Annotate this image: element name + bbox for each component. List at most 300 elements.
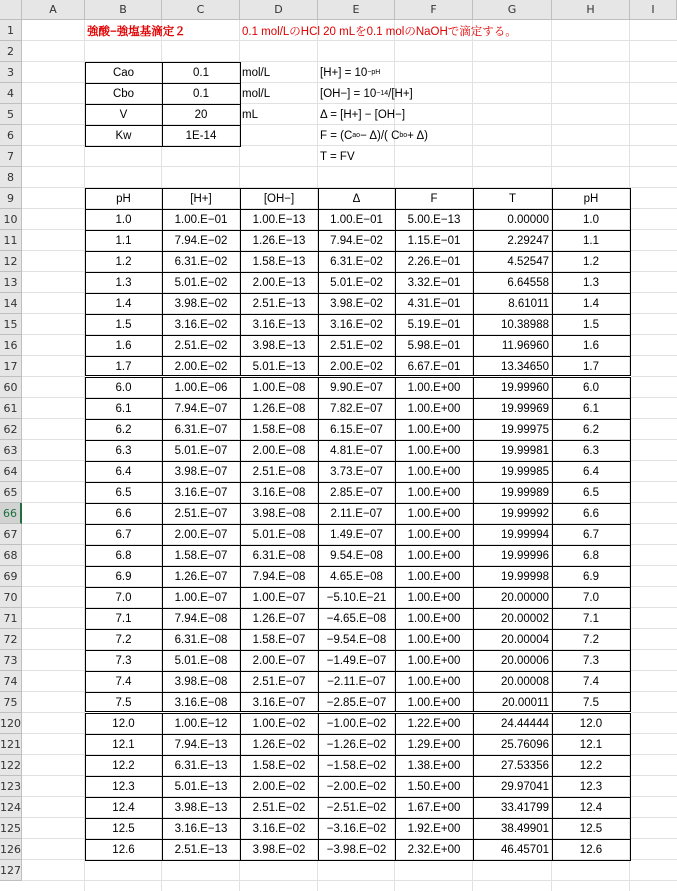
column-header-d[interactable]: D <box>240 0 318 20</box>
row-header[interactable]: 70 <box>0 587 22 608</box>
table-cell[interactable]: 2.29247 <box>507 234 549 247</box>
table-cell[interactable]: 7.94.E−07 <box>174 402 228 415</box>
column-header-e[interactable]: E <box>318 0 395 20</box>
table-cell[interactable]: 2.00.E−08 <box>252 444 306 457</box>
table-cell[interactable]: 12.2 <box>579 759 603 772</box>
row-header[interactable]: 73 <box>0 650 22 671</box>
table-cell[interactable]: 3.16.E−13 <box>252 318 306 331</box>
table-cell[interactable]: 27.53356 <box>501 759 549 772</box>
table-cell[interactable]: 2.51.E−07 <box>252 675 306 688</box>
table-cell[interactable]: 5.00.E−13 <box>407 213 461 226</box>
param-value[interactable]: 0.1 <box>193 66 209 79</box>
table-cell[interactable]: 24.44444 <box>501 717 549 730</box>
row-header[interactable]: 71 <box>0 608 22 629</box>
row-header[interactable]: 16 <box>0 335 22 356</box>
table-cell[interactable]: 25.76096 <box>501 738 549 751</box>
row-header[interactable]: 62 <box>0 419 22 440</box>
table-cell[interactable]: 5.98.E−01 <box>407 339 461 352</box>
table-cell[interactable]: 5.01.E−07 <box>174 444 228 457</box>
table-cell[interactable]: 20.00008 <box>501 675 549 688</box>
table-cell[interactable]: 11.96960 <box>501 339 549 352</box>
table-cell[interactable]: 7.4 <box>115 675 132 688</box>
table-cell[interactable]: 19.99985 <box>501 465 549 478</box>
table-cell[interactable]: 7.5 <box>583 696 599 709</box>
table-cell[interactable]: 4.31.E−01 <box>407 297 461 310</box>
param-name[interactable]: Cao <box>112 66 135 79</box>
hidden-rows-separator <box>85 375 631 378</box>
table-cell[interactable]: 12.1 <box>579 738 603 751</box>
table-cell[interactable]: 6.6 <box>115 507 132 520</box>
row-header[interactable]: 10 <box>0 209 22 230</box>
table-cell[interactable]: 7.94.E−13 <box>174 738 228 751</box>
table-cell[interactable]: 2.51.E−02 <box>330 339 383 352</box>
table-cell[interactable]: 6.2 <box>583 423 599 436</box>
table-cell[interactable]: −2.51.E−02 <box>326 801 387 814</box>
table-cell[interactable]: 7.82.E−07 <box>330 402 383 415</box>
table-cell[interactable]: 6.0 <box>583 381 599 394</box>
table-cell[interactable]: 46.45701 <box>501 843 549 856</box>
table-cell[interactable]: 6.15.E−07 <box>330 423 383 436</box>
table-cell[interactable]: 6.31.E−08 <box>174 633 228 646</box>
hidden-rows-separator <box>85 711 631 714</box>
table-cell[interactable]: 6.3 <box>583 444 599 457</box>
table-cell[interactable]: 1.38.E+00 <box>407 759 461 772</box>
table-cell[interactable]: 3.98.E−13 <box>252 339 306 352</box>
table-cell[interactable]: 7.94.E−08 <box>174 612 228 625</box>
formula-delta[interactable] <box>318 104 538 125</box>
table-cell[interactable]: 1.00.E+00 <box>407 633 461 646</box>
table-cell[interactable]: 20.00006 <box>501 654 549 667</box>
table-cell[interactable]: 1.00.E+00 <box>407 486 461 499</box>
table-cell[interactable]: 6.0 <box>115 381 132 394</box>
formula-h[interactable] <box>318 62 538 83</box>
table-cell[interactable]: −9.54.E−08 <box>326 633 387 646</box>
table-cell[interactable]: 1.1 <box>115 234 132 247</box>
table-cell[interactable]: 1.29.E+00 <box>407 738 461 751</box>
table-cell[interactable]: 7.3 <box>583 654 599 667</box>
table-cell[interactable]: 3.98.E−02 <box>330 297 383 310</box>
formula-part: /[H+] <box>388 87 413 100</box>
table-cell[interactable]: 1.00.E−01 <box>174 213 228 226</box>
table-cell[interactable]: 1.5 <box>583 318 599 331</box>
table-cell[interactable]: 1.00.E−02 <box>252 717 306 730</box>
table-cell[interactable]: −3.16.E−02 <box>326 822 387 835</box>
table-cell[interactable]: −2.85.E−07 <box>326 696 387 709</box>
table-cell[interactable]: 2.00.E−13 <box>252 276 306 289</box>
table-cell[interactable]: 1.00.E+00 <box>407 591 461 604</box>
table-cell[interactable]: 1.58.E−07 <box>174 549 228 562</box>
column-header-g[interactable]: G <box>473 0 552 20</box>
table-cell[interactable]: −1.49.E−07 <box>326 654 387 667</box>
table-cell[interactable]: 6.9 <box>583 570 599 583</box>
table-cell[interactable]: 20.00011 <box>501 696 549 709</box>
table-cell[interactable]: 1.0 <box>115 213 132 226</box>
table-cell[interactable]: −2.00.E−02 <box>326 780 387 793</box>
row-header[interactable]: 12 <box>0 251 22 272</box>
formula-oh[interactable] <box>318 83 538 104</box>
table-cell[interactable]: 2.26.E−01 <box>407 255 461 268</box>
table-cell[interactable]: 2.51.E−13 <box>252 297 306 310</box>
table-cell[interactable]: 6.67.E−01 <box>407 360 461 373</box>
table-cell[interactable]: 12.0 <box>112 717 135 730</box>
table-cell[interactable]: 6.31.E−08 <box>252 549 306 562</box>
table-cell[interactable]: 6.4 <box>583 465 599 478</box>
row-header[interactable]: 4 <box>0 83 22 104</box>
row-header[interactable]: 9 <box>0 188 22 209</box>
table-cell[interactable]: 6.31.E−02 <box>174 255 228 268</box>
table-cell[interactable]: 1.00.E+00 <box>407 423 461 436</box>
table-cell[interactable]: 2.11.E−07 <box>330 507 383 520</box>
table-header[interactable]: [OH−] <box>263 192 295 205</box>
table-cell[interactable]: 4.81.E−07 <box>330 444 383 457</box>
table-cell[interactable]: 6.9 <box>115 570 132 583</box>
table-cell[interactable]: 19.99998 <box>501 570 549 583</box>
row-header[interactable]: 13 <box>0 272 22 293</box>
table-cell[interactable]: 1.00.E+00 <box>407 675 461 688</box>
table-cell[interactable]: 1.00.E−07 <box>174 591 228 604</box>
table-cell[interactable]: 9.90.E−07 <box>330 381 383 394</box>
table-cell[interactable]: 8.61011 <box>508 297 549 310</box>
table-cell[interactable]: 3.16.E−07 <box>174 486 228 499</box>
table-cell[interactable]: 1.1 <box>583 234 599 247</box>
row-header[interactable]: 74 <box>0 671 22 692</box>
table-cell[interactable]: −1.26.E−02 <box>326 738 387 751</box>
table-cell[interactable]: 1.6 <box>115 339 132 352</box>
table-cell[interactable]: 1.15.E−01 <box>407 234 461 247</box>
table-cell[interactable]: 1.58.E−07 <box>252 633 306 646</box>
table-cell[interactable]: 5.01.E−13 <box>252 360 306 373</box>
table-cell[interactable]: 12.5 <box>579 822 603 835</box>
table-cell[interactable]: 1.00.E−13 <box>252 213 306 226</box>
table-cell[interactable]: 2.51.E−02 <box>252 801 306 814</box>
table-cell[interactable]: 3.98.E−08 <box>252 507 306 520</box>
param-value[interactable]: 1E-14 <box>185 129 217 142</box>
row-header[interactable]: 127 <box>0 860 22 881</box>
table-cell[interactable]: 12.2 <box>112 759 135 772</box>
row-header[interactable]: 75 <box>0 692 22 713</box>
table-cell[interactable]: −1.58.E−02 <box>326 759 387 772</box>
row-header[interactable]: 65 <box>0 482 22 503</box>
table-cell[interactable]: 12.3 <box>112 780 135 793</box>
column-header-c[interactable]: C <box>162 0 240 20</box>
table-cell[interactable]: 1.26.E−13 <box>252 234 306 247</box>
table-cell[interactable]: 6.5 <box>583 486 599 499</box>
row-header[interactable]: 2 <box>0 41 22 62</box>
column-header-f[interactable]: F <box>395 0 473 20</box>
table-cell[interactable]: 3.73.E−07 <box>330 465 383 478</box>
table-cell[interactable]: 6.31.E−02 <box>330 255 383 268</box>
table-cell[interactable]: 1.58.E−08 <box>252 423 306 436</box>
row-header[interactable]: 15 <box>0 314 22 335</box>
table-cell[interactable]: 2.51.E−07 <box>174 507 228 520</box>
table-cell[interactable]: 9.54.E−08 <box>330 549 383 562</box>
table-cell[interactable]: 3.16.E−02 <box>252 822 306 835</box>
row-header[interactable]: 11 <box>0 230 22 251</box>
row-header[interactable]: 72 <box>0 629 22 650</box>
table-cell[interactable]: 7.0 <box>583 591 599 604</box>
row-header[interactable]: 126 <box>0 839 22 860</box>
table-cell[interactable]: 3.98.E−07 <box>174 465 228 478</box>
table-cell[interactable]: 20.00000 <box>501 591 549 604</box>
table-cell[interactable]: 2.00.E−02 <box>252 780 306 793</box>
param-unit[interactable]: mol/L <box>242 66 271 79</box>
table-cell[interactable]: 3.16.E−02 <box>174 318 228 331</box>
param-unit[interactable]: mol/L <box>242 87 271 100</box>
table-cell[interactable]: 33.41799 <box>501 801 549 814</box>
param-value[interactable]: 0.1 <box>193 87 209 100</box>
row-header[interactable]: 67 <box>0 524 22 545</box>
table-cell[interactable]: 1.00.E+00 <box>407 654 461 667</box>
table-cell[interactable]: 29.97041 <box>501 780 549 793</box>
param-name[interactable]: V <box>119 108 128 121</box>
table-cell[interactable]: 6.64558 <box>507 276 549 289</box>
row-header[interactable]: 68 <box>0 545 22 566</box>
table-header[interactable]: F <box>430 192 438 205</box>
table-cell[interactable]: 6.8 <box>115 549 132 562</box>
table-cell[interactable]: 1.0 <box>583 213 599 226</box>
table-cell[interactable]: 1.00.E+00 <box>407 507 461 520</box>
table-cell[interactable]: 6.31.E−07 <box>174 423 228 436</box>
row-header[interactable]: 121 <box>0 734 22 755</box>
row-header[interactable]: 66 <box>0 503 22 524</box>
row-header[interactable]: 17 <box>0 356 22 377</box>
table-cell[interactable]: 6.7 <box>583 528 599 541</box>
table-header[interactable]: T <box>508 192 517 205</box>
column-header-b[interactable]: B <box>85 0 162 20</box>
table-cell[interactable]: 5.01.E−02 <box>330 276 383 289</box>
table-cell[interactable]: 7.1 <box>583 612 599 625</box>
table-cell[interactable]: 1.26.E−08 <box>252 402 306 415</box>
table-cell[interactable]: 7.2 <box>583 633 599 646</box>
table-cell[interactable]: 2.51.E−02 <box>174 339 228 352</box>
table-cell[interactable]: 3.32.E−01 <box>407 276 461 289</box>
table-cell[interactable]: 1.58.E−13 <box>252 255 306 268</box>
row-header[interactable]: 6 <box>0 125 22 146</box>
table-cell[interactable]: 1.49.E−07 <box>330 528 383 541</box>
row-header[interactable]: 63 <box>0 440 22 461</box>
row-header[interactable]: 123 <box>0 776 22 797</box>
param-name[interactable]: Kw <box>115 129 132 142</box>
table-cell[interactable]: 6.2 <box>115 423 132 436</box>
table-cell[interactable]: 1.00.E+00 <box>407 549 461 562</box>
table-cell[interactable]: 3.16.E−13 <box>174 822 228 835</box>
table-cell[interactable]: 12.4 <box>579 801 603 814</box>
table-cell[interactable]: 12.1 <box>112 738 135 751</box>
table-cell[interactable]: 6.3 <box>115 444 132 457</box>
row-header[interactable]: 1 <box>0 20 22 41</box>
table-cell[interactable]: 4.52547 <box>507 255 549 268</box>
param-value[interactable]: 20 <box>194 108 208 121</box>
table-cell[interactable]: −5.10.E−21 <box>326 591 387 604</box>
table-cell[interactable]: 1.00.E−08 <box>252 381 306 394</box>
table-cell[interactable]: 7.94.E−08 <box>252 570 306 583</box>
table-cell[interactable]: 12.6 <box>112 843 135 856</box>
table-cell[interactable]: 12.3 <box>579 780 603 793</box>
table-cell[interactable]: 1.00.E+00 <box>407 528 461 541</box>
table-cell[interactable]: 1.4 <box>583 297 599 310</box>
row-header[interactable]: 7 <box>0 146 22 167</box>
table-cell[interactable]: 1.26.E−02 <box>252 738 306 751</box>
table-cell[interactable]: 1.3 <box>115 276 132 289</box>
table-cell[interactable]: 1.6 <box>583 339 599 352</box>
table-cell[interactable]: 1.26.E−07 <box>252 612 306 625</box>
table-cell[interactable]: 1.67.E+00 <box>407 801 461 814</box>
table-cell[interactable]: 19.99969 <box>501 402 549 415</box>
table-cell[interactable]: 1.26.E−07 <box>174 570 228 583</box>
row-header[interactable]: 61 <box>0 398 22 419</box>
table-cell[interactable]: 2.51.E−13 <box>174 843 228 856</box>
table-cell[interactable]: 19.99992 <box>501 507 549 520</box>
table-cell[interactable]: 13.34650 <box>501 360 549 373</box>
table-cell[interactable]: 1.2 <box>583 255 599 268</box>
table-cell[interactable]: −3.98.E−02 <box>326 843 387 856</box>
table-cell[interactable]: 1.00.E+00 <box>407 402 461 415</box>
table-cell[interactable]: 2.00.E−07 <box>174 528 228 541</box>
table-cell[interactable]: 3.98.E−02 <box>252 843 306 856</box>
table-cell[interactable]: 38.49901 <box>501 822 549 835</box>
table-cell[interactable]: 1.00.E+00 <box>407 465 461 478</box>
table-cell[interactable]: 7.94.E−02 <box>174 234 228 247</box>
table-cell[interactable]: 7.0 <box>115 591 132 604</box>
table-header[interactable]: pH <box>583 192 599 205</box>
table-cell[interactable]: 1.2 <box>115 255 132 268</box>
column-header-h[interactable]: H <box>552 0 630 20</box>
table-cell[interactable]: 19.99975 <box>501 423 549 436</box>
table-cell[interactable]: 3.16.E−02 <box>330 318 383 331</box>
table-cell[interactable]: 6.8 <box>583 549 599 562</box>
table-header[interactable]: [H+] <box>190 192 212 205</box>
table-cell[interactable]: −1.00.E−02 <box>326 717 387 730</box>
table-cell[interactable]: 20.00002 <box>501 612 549 625</box>
formula-part: bo <box>399 132 408 139</box>
sheet-title[interactable]: 強酸−強塩基滴定２ <box>87 25 186 38</box>
table-cell[interactable]: 7.4 <box>583 675 599 688</box>
formula-part: [H+] = 10 <box>320 66 368 79</box>
gridline <box>22 880 677 881</box>
table-cell[interactable]: −4.65.E−08 <box>326 612 387 625</box>
row-header[interactable]: 69 <box>0 566 22 587</box>
table-cell[interactable]: 19.99996 <box>501 549 549 562</box>
formula-part: T = FV <box>320 150 355 163</box>
table-cell[interactable]: 7.2 <box>115 633 132 646</box>
column-header-i[interactable]: I <box>630 0 677 20</box>
table-cell[interactable]: 2.32.E+00 <box>407 843 461 856</box>
table-cell[interactable]: 19.99994 <box>501 528 549 541</box>
table-cell[interactable]: 5.01.E−13 <box>174 780 228 793</box>
table-cell[interactable]: 1.3 <box>583 276 599 289</box>
table-cell[interactable]: 3.98.E−13 <box>174 801 228 814</box>
table-cell[interactable]: 3.16.E−08 <box>174 696 228 709</box>
table-cell[interactable]: 3.98.E−02 <box>174 297 228 310</box>
table-cell[interactable]: 19.99989 <box>501 486 549 499</box>
problem-description[interactable]: 0.1 mol/LのHCl 20 mLを0.1 molのNaOHで滴定する。 <box>242 25 517 38</box>
table-cell[interactable]: 6.7 <box>115 528 132 541</box>
table-cell[interactable]: 2.00.E−02 <box>174 360 228 373</box>
table-cell[interactable]: 7.3 <box>115 654 132 667</box>
row-header[interactable]: 122 <box>0 755 22 776</box>
table-cell[interactable]: −2.11.E−07 <box>327 675 386 688</box>
table-cell[interactable]: 1.50.E+00 <box>407 780 461 793</box>
table-cell[interactable]: 5.01.E−02 <box>174 276 228 289</box>
param-unit[interactable]: mL <box>242 108 258 121</box>
row-header[interactable]: 14 <box>0 293 22 314</box>
table-cell[interactable]: 2.00.E−02 <box>330 360 383 373</box>
table-cell[interactable]: 1.7 <box>583 360 599 373</box>
table-cell[interactable]: 1.00.E+00 <box>407 444 461 457</box>
table-cell[interactable]: 1.00.E−07 <box>252 591 306 604</box>
row-header[interactable]: 64 <box>0 461 22 482</box>
table-cell[interactable]: 6.1 <box>115 402 132 415</box>
table-cell[interactable]: 1.00.E+00 <box>407 381 461 394</box>
table-cell[interactable]: 19.99960 <box>501 381 549 394</box>
row-header[interactable]: 5 <box>0 104 22 125</box>
table-cell[interactable]: 3.16.E−08 <box>252 486 306 499</box>
table-cell[interactable]: 5.19.E−01 <box>407 318 461 331</box>
table-cell[interactable]: 6.4 <box>115 465 132 478</box>
table-cell[interactable]: 6.5 <box>115 486 132 499</box>
table-cell[interactable]: 1.00.E+00 <box>407 696 461 709</box>
table-cell[interactable]: 1.00.E−12 <box>174 717 228 730</box>
table-cell[interactable]: 1.4 <box>115 297 132 310</box>
table-cell[interactable]: 12.4 <box>112 801 135 814</box>
table-cell[interactable]: 0.00000 <box>507 213 549 226</box>
table-header[interactable]: pH <box>116 192 131 205</box>
table-cell[interactable]: 7.5 <box>115 696 132 709</box>
table-cell[interactable]: 1.22.E+00 <box>407 717 461 730</box>
table-cell[interactable]: 19.99981 <box>501 444 549 457</box>
table-cell[interactable]: 2.00.E−07 <box>252 654 306 667</box>
table-cell[interactable]: 1.00.E+00 <box>407 612 461 625</box>
select-all-corner[interactable] <box>0 0 22 20</box>
table-cell[interactable]: 7.94.E−02 <box>330 234 383 247</box>
table-cell[interactable]: 1.00.E−06 <box>174 381 228 394</box>
table-cell[interactable]: 6.31.E−13 <box>174 759 228 772</box>
table-cell[interactable]: 12.6 <box>579 843 603 856</box>
row-header[interactable]: 124 <box>0 797 22 818</box>
table-cell[interactable]: 1.00.E+00 <box>407 570 461 583</box>
table-cell[interactable]: 7.1 <box>115 612 132 625</box>
table-cell[interactable]: 2.85.E−07 <box>330 486 383 499</box>
table-cell[interactable]: 10.38988 <box>501 318 549 331</box>
table-cell[interactable]: 3.98.E−08 <box>174 675 228 688</box>
formula-f[interactable] <box>318 125 538 146</box>
table-cell[interactable]: 4.65.E−08 <box>330 570 383 583</box>
row-header[interactable]: 125 <box>0 818 22 839</box>
formula-t[interactable] <box>318 146 538 167</box>
table-cell[interactable]: 1.58.E−02 <box>252 759 306 772</box>
table-cell[interactable]: 3.16.E−07 <box>252 696 306 709</box>
table-cell[interactable]: 1.7 <box>115 360 132 373</box>
table-cell[interactable]: 12.5 <box>112 822 135 835</box>
table-cell[interactable]: 6.6 <box>583 507 599 520</box>
table-cell[interactable]: 20.00004 <box>501 633 549 646</box>
row-header[interactable]: 3 <box>0 62 22 83</box>
table-cell[interactable]: 6.1 <box>583 402 599 415</box>
row-header[interactable]: 60 <box>0 377 22 398</box>
table-cell[interactable]: 1.5 <box>115 318 132 331</box>
param-name[interactable]: Cbo <box>112 87 135 100</box>
row-header[interactable]: 120 <box>0 713 22 734</box>
table-cell[interactable]: 1.92.E+00 <box>407 822 461 835</box>
column-header-a[interactable]: A <box>22 0 85 20</box>
table-header[interactable]: Δ <box>352 192 361 205</box>
table-cell[interactable]: 5.01.E−08 <box>174 654 228 667</box>
table-cell[interactable]: 12.0 <box>579 717 603 730</box>
row-header[interactable]: 8 <box>0 167 22 188</box>
table-cell[interactable]: 5.01.E−08 <box>252 528 306 541</box>
table-cell[interactable]: 1.00.E−01 <box>330 213 383 226</box>
table-cell[interactable]: 2.51.E−08 <box>252 465 306 478</box>
